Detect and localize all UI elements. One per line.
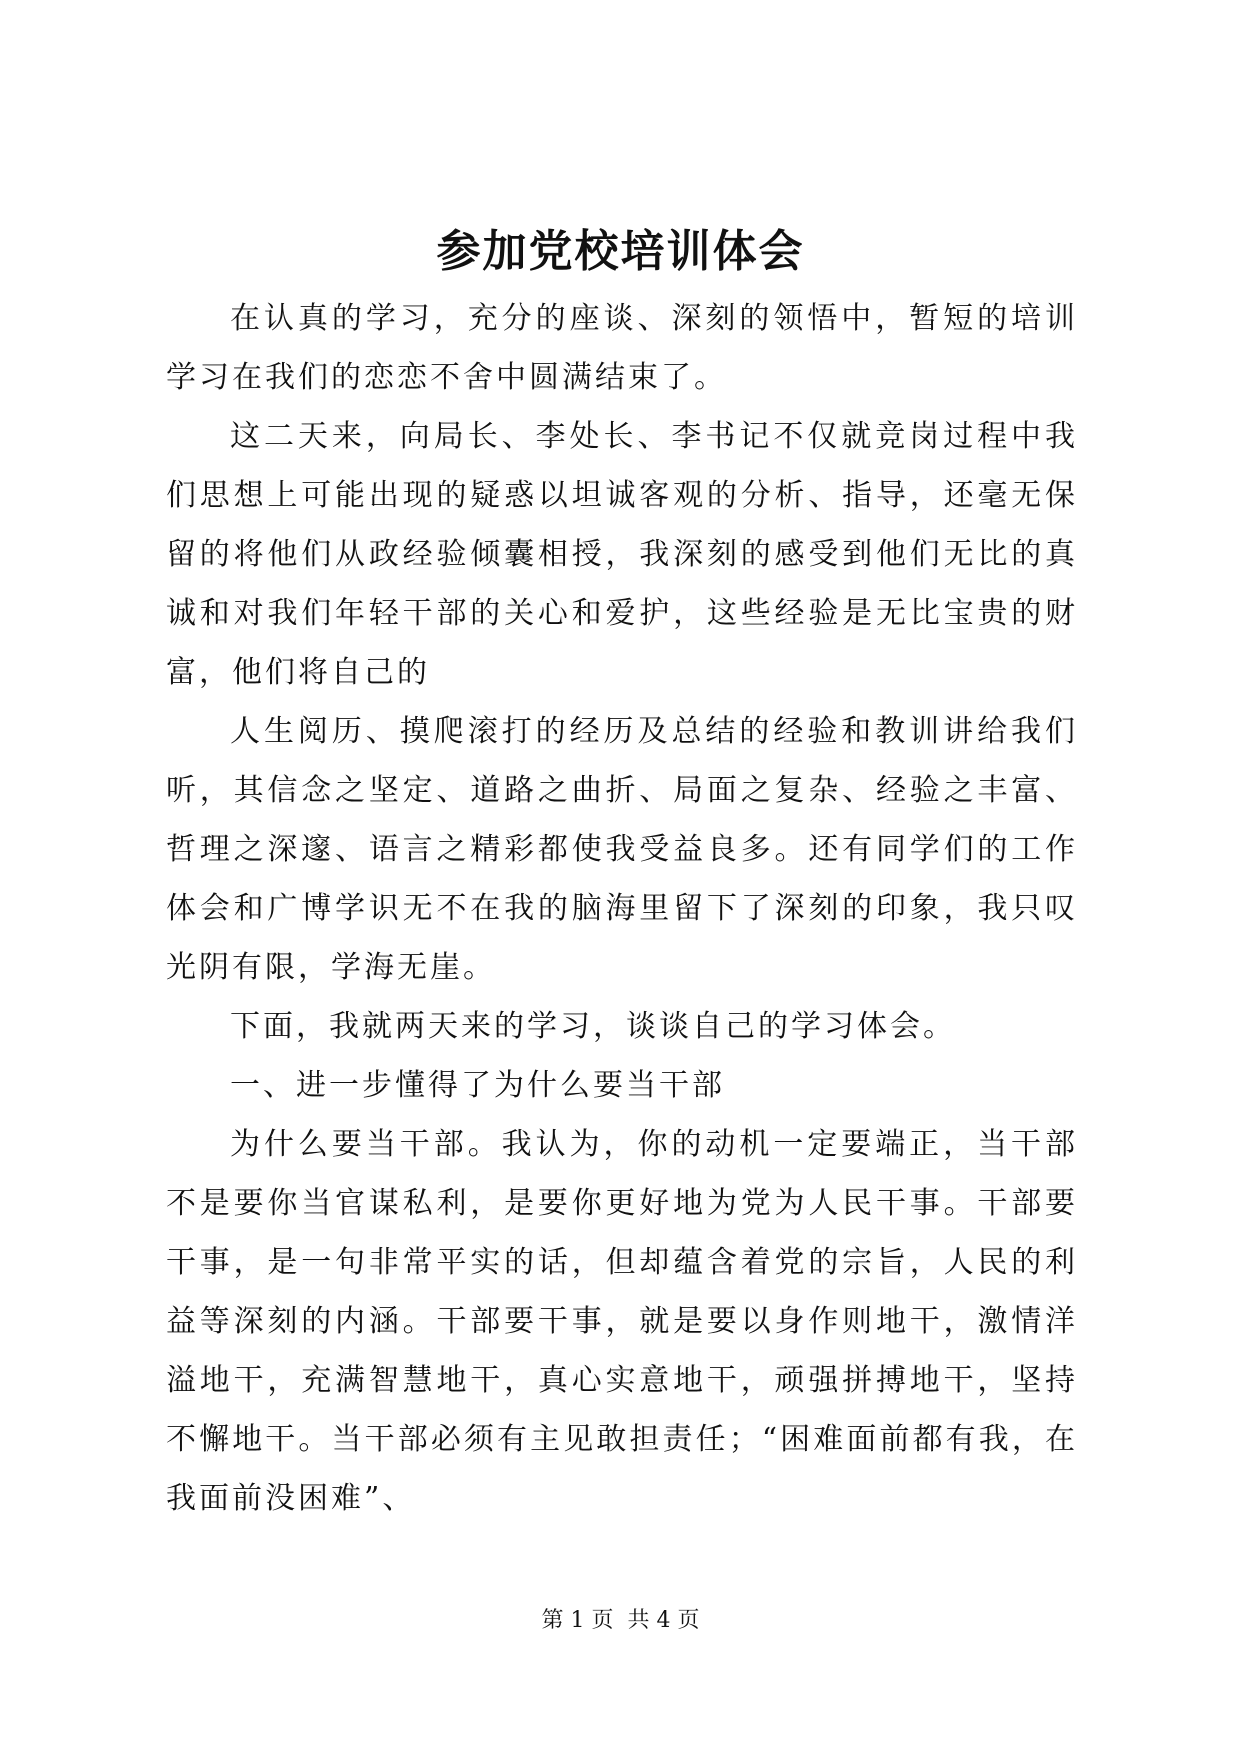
page-number-label: 第 1 页 共 4 页 [541,1608,700,1633]
document-title: 参加党校培训体会 [436,226,805,277]
paragraph: 为什么要当干部。我认为，你的动机一定要端正，当干部不是要你当官谋私利，是要你更好地为党为人民干事。干部要干事，是一句非常平实的话，但却蕴含着党的宗旨，人民的利益等深刻的内涵。干部要干事，就是要以身作则地干，激情洋溢地干，充满智慧地干，真心实意地干，顽强拼搏地干，坚持不懈地干。当干部必须有主见敢担责任；“困难面前都有我，在我面前没困难”、 [166,1127,1078,1516]
document-body [166,289,1078,1528]
paragraph: 这二天来，向局长、李处长、李书记不仅就竞岗过程中我们思想上可能出现的疑惑以坦诚客观的分析、指导，还毫无保留的将他们从政经验倾囊相授，我深刻的感受到他们无比的真诚和对我们年轻干部的关心和爱护，这些经验是无比宝贵的财富，他们将自己的 [166,419,1078,690]
section-heading: 一、进一步懂得了为什么要当干部 [230,1068,725,1103]
page-footer [0,1606,1241,1636]
paragraph: 在认真的学习，充分的座谈、深刻的领悟中，暂短的培训学习在我们的恋恋不舍中圆满结束了。 [166,301,1078,395]
paragraph: 下面，我就两天来的学习，谈谈自己的学习体会。 [230,1009,956,1044]
paragraph: 人生阅历、摸爬滚打的经历及总结的经验和教训讲给我们听，其信念之坚定、道路之曲折、局面之复杂、经验之丰富、哲理之深邃、语言之精彩都使我受益良多。还有同学们的工作体会和广博学识无不在我的脑海里留下了深刻的印象，我只叹光阴有限，学海无崖。 [166,714,1078,985]
